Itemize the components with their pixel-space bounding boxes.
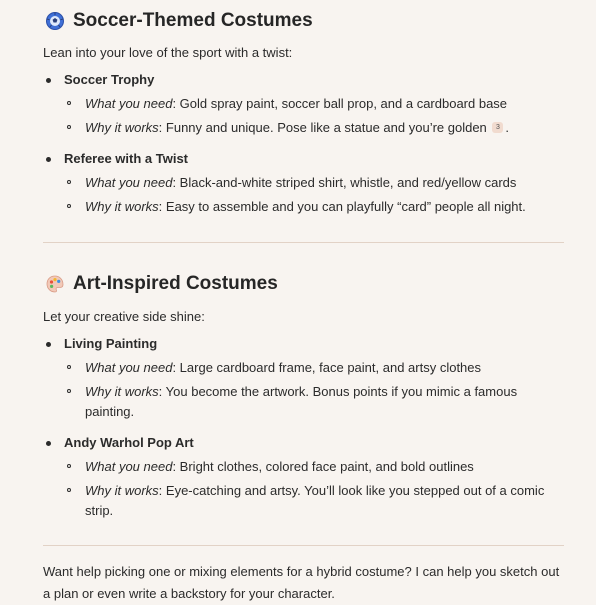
detail-why [64,118,564,138]
detail-why [64,197,564,217]
item-title: Referee with a Twist [64,151,189,166]
detail-text: : Easy to assemble and you can playfully “card” people all night. [158,199,526,214]
item-details [64,457,564,521]
section-heading-text: Art-Inspired Costumes [73,273,278,294]
detail-text: : Large cardboard frame, face paint, and artsy clothes [172,360,482,375]
section-divider [43,242,564,243]
detail-why [64,382,564,422]
list-item [43,334,564,422]
item-details [64,358,564,422]
item-details [64,94,564,138]
detail-text-tail: . [505,120,510,135]
section-divider [43,545,564,546]
detail-need [64,173,564,193]
detail-label: What you need [85,175,173,190]
item-details [64,173,564,217]
detail-label: Why it works [85,384,159,399]
closing-message: Want help picking one or mixing elements for a hybrid costume? I can help you sketch out a plan or even write a backstory for your character. [43,564,560,601]
list-item [43,149,564,217]
section-art [45,271,564,297]
section-intro: Lean into your love of the sport with a twist: [43,45,293,60]
costume-list [43,334,564,521]
detail-need [64,358,564,378]
section-heading [45,8,564,34]
detail-text: : Bright clothes, colored face paint, and bold outlines [172,459,474,474]
section-heading [45,271,564,297]
detail-text: : You become the artwork. Bonus points if you mimic a famous painting. [85,384,518,419]
soccer-ball-icon [45,11,65,31]
detail-text: : Eye-catching and artsy. You’ll look like you stepped out of a comic strip. [85,483,545,518]
citation-badge[interactable]: 3 [492,122,503,133]
list-item [43,433,564,521]
detail-text: : Funny and unique. Pose like a statue and you’re golden [158,120,487,135]
detail-why [64,481,564,521]
section-intro: Let your creative side shine: [43,309,205,324]
detail-label: Why it works [85,483,159,498]
detail-label: Why it works [85,120,159,135]
detail-need [64,94,564,114]
section-soccer [45,8,564,34]
artist-palette-icon [45,274,65,294]
item-title: Soccer Trophy [64,72,155,87]
section-heading-text: Soccer-Themed Costumes [73,10,313,31]
detail-label: What you need [85,459,173,474]
list-item [43,70,564,138]
item-title: Andy Warhol Pop Art [64,435,194,450]
costume-list [43,70,564,217]
detail-text: : Black-and-white striped shirt, whistle, and red/yellow cards [172,175,517,190]
detail-label: What you need [85,96,173,111]
detail-need [64,457,564,477]
detail-label: Why it works [85,199,159,214]
detail-text: : Gold spray paint, soccer ball prop, and a cardboard base [172,96,508,111]
detail-label: What you need [85,360,173,375]
item-title: Living Painting [64,336,158,351]
